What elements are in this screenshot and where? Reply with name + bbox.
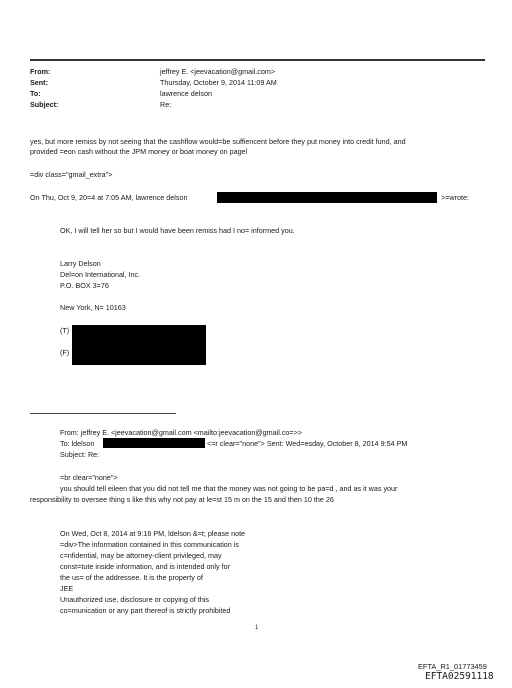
signature-name: Larry Delson [60,259,101,268]
quoted-to-suffix: <=r clear="none"> Sent: Wed=esday, October 8, 2014 9:54 PM [207,439,408,448]
body-line-2: provided =eon cash without the JPM money or boat money on pagel [30,147,248,156]
to-value: lawrence delson [160,89,212,98]
signature-phone-label: (T) [60,326,70,335]
quote-divider [30,413,176,414]
redaction-block [217,192,437,203]
on-thu-line: On Thu, Oct 9, 20=4 at 7:05 AM, lawrence delson [30,193,188,202]
disclaimer-line-8: co=munication or any part thereof is strictly prohibited [60,606,231,615]
quoted-body-1: you should tell eileen that you did not tell me that the money was not going to be pa=d , and as it was your [60,484,398,493]
signature-fax-label: (F) [60,348,70,357]
wrote-suffix: >=wrote: [441,193,469,202]
signature-city: New York, N= 10163 [60,303,126,312]
disclaimer-line-6: JEE [60,584,74,593]
disclaimer-line-3: c=nfidential, may be attorney-client privileged, may [60,551,222,560]
body-line-1: yes, but more remiss by not seeing that the cashflow would=be suffiencent before they put money into credit fund, and [30,137,406,146]
div-gmail-extra: =div class="gmail_extra"> [30,170,113,179]
quoted-br-line: =br clear="none"> [60,473,118,482]
sent-label: Sent: [30,78,48,87]
quoted-body-2: responsibility to oversee thing s like this why not pay at le=st 15 m on the 15 and then 10 the 26 [30,495,334,504]
disclaimer-line-2: =div>The information contained in this communication is [60,540,239,549]
disclaimer-line-7: Unauthorized use, disclosure or copying of this [60,595,210,604]
disclaimer-line-4: const=tute inside information, and is intended only for [60,562,231,571]
sent-value: Thursday, October 9, 2014 11:09 AM [160,78,277,87]
subject-label: Subject: [30,100,59,109]
to-label: To: [30,89,41,98]
redaction-block [103,438,205,448]
redaction-block [72,325,206,365]
signature-pobox: P.O. BOX 3=76 [60,281,109,290]
from-label: From: [30,67,51,76]
from-value: jeffrey E. <jeevacation@gmail.com> [160,67,276,76]
signature-company: Del=on International, Inc. [60,270,141,279]
ok-line: OK, I will tell her so but I would have been remiss had I no= informed you. [60,226,295,235]
page-number: 1 [255,625,259,631]
quoted-to-line: To: ldelson [60,439,95,448]
quoted-subject-line: Subject: Re: [60,450,100,459]
bates-number-1: EFTA_R1_01773459 [418,662,487,671]
header-top-rule [30,59,485,61]
disclaimer-line-5: the us= of the addressee. It is the property of [60,573,203,582]
subject-value: Re: [160,100,172,109]
bates-number-2: EFTA02591118 [425,671,494,682]
disclaimer-line-1: On Wed, Oct 8, 2014 at 9:16 PM, ldelson &=t; please note [60,529,246,538]
quoted-from-line: From: jeffrey E. <jeevacation@gmail.com <mailto:jeevacation@gmail.co=>> [60,428,302,437]
